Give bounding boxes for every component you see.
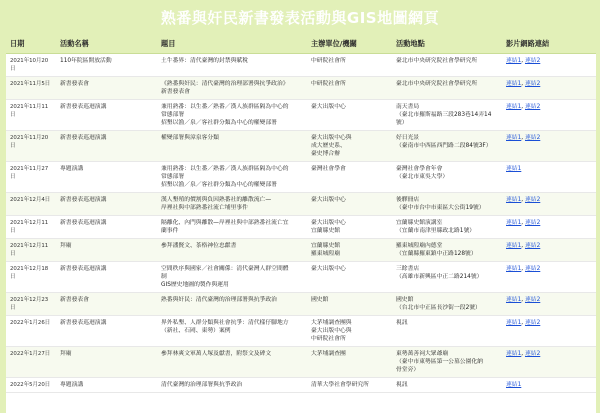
cell-date: 2022年1月27日 [6,346,56,377]
cell-date: 2021年12月4日 [6,192,56,215]
link-separator: , [521,80,525,87]
cell-org [307,130,392,161]
place-line: 宜蘭縣史館演講室 [396,219,443,226]
cell-name: 新書發表巡迴演講 [56,315,157,346]
video-link-1[interactable]: 連結1 [506,196,522,203]
cell-topic [157,377,307,392]
place-line: 骨堂旁） [396,366,420,373]
cell-links [502,53,596,76]
cell-topic [157,192,307,215]
cell-date: 2021年12月11日 [6,238,56,261]
cell-place [392,130,502,161]
org-line: 羅東城隍廟 [311,250,340,257]
link-separator: , [521,103,525,110]
org-line: 宜蘭縣史館 [311,242,340,249]
video-link-1[interactable]: 連結1 [506,242,522,249]
cell-org [307,76,392,99]
link-separator: , [521,242,525,249]
cell-place [392,346,502,377]
cell-name: 新書發表巡迴演講 [56,192,157,215]
topic-line: 參拜潘賢文、茶格神位忠獻書 [161,242,237,249]
cell-links [502,315,596,346]
topic-line: 兼用熟番：以生番／熟番／漢人族群區隔為中心的 [161,103,289,110]
link-separator: , [521,219,525,226]
cell-topic [157,261,307,292]
video-link-2[interactable]: 連結2 [524,350,541,357]
place-line: 臺北市中央研究院社會學研究所 [396,80,478,87]
place-line: （臺北市東吳大學） [396,173,449,180]
cell-place [392,99,502,130]
video-link-1[interactable]: 連結1 [506,57,522,64]
cell-org [307,53,392,76]
org-line: 臺大出版中心 [311,196,346,203]
cell-topic [157,161,307,192]
place-line: 南天書局 [396,103,420,110]
topic-line: 參拜林爽文軍萬人塚及獻書，附祭文及碑文 [161,350,272,357]
org-line: 臺大出版中心 [311,219,346,226]
cell-name: 新書發表會 [56,76,157,99]
cell-name: 專題演講 [56,161,157,192]
table-row [6,99,596,130]
cell-topic [157,238,307,261]
cell-topic [157,76,307,99]
cell-name: 新書發表會 [56,292,157,315]
topic-line: 界外私墾、人群分類與社會抗爭：清代樣仔腳地方 [161,319,289,326]
cell-topic [157,130,307,161]
topic-line: 招墾以漁／泉／客社群分類為中心的權變部署 [161,181,277,188]
cell-links [502,215,596,238]
header-topic: 題目 [157,36,307,53]
cell-name: 新書發表巡迴演講 [56,215,157,238]
table-row [6,261,596,292]
place-line: 國史館 [396,296,414,303]
video-link-2[interactable]: 連結2 [524,134,541,141]
cell-topic [157,53,307,76]
table-header-row [6,36,596,53]
org-line: 中研院社會所 [311,335,346,342]
topic-line: 常態部署 [161,173,185,180]
video-link-1[interactable]: 連結1 [506,219,522,226]
cell-date: 2021年11月20日 [6,130,56,161]
link-separator: , [521,196,525,203]
video-link-2[interactable]: 連結2 [524,319,541,326]
cell-place [392,261,502,292]
place-line: 東勢萬善祠大眾爺廟 [396,350,449,357]
table-row [6,215,596,238]
cell-org [307,292,392,315]
place-line: 三餘書店 [396,265,420,272]
org-line: 臺大出版中心與 [311,327,352,334]
place-line: 好日光景 [396,134,420,141]
cell-links [502,238,596,261]
place-line: （臺北市羅斯福路三段283巷14弄14號） [396,111,492,126]
video-link-1[interactable]: 連結1 [506,80,522,87]
place-line: 臺北市中央研究院社會學研究所 [396,57,478,64]
video-link-2[interactable]: 連結2 [524,296,541,303]
link-separator: , [521,265,525,272]
video-link-2[interactable]: 連結2 [524,80,541,87]
table-row [6,53,596,76]
cell-org [307,346,392,377]
place-line: 視訊 [396,319,408,326]
video-link-1[interactable]: 連結1 [506,350,522,357]
header-name: 活動名稱 [56,36,157,53]
cell-links [502,99,596,130]
table-row [6,346,596,377]
cell-place [392,161,502,192]
place-line: 羅東城隍廟內德堂 [396,242,443,249]
video-link-2[interactable]: 連結2 [524,265,541,272]
cell-date: 2021年10月20日 [6,53,56,76]
topic-line: 兼用熟番：以生番／熟番／漢人族群區隔為中心的 [161,165,289,172]
video-link-1[interactable]: 連結1 [506,296,522,303]
cell-date: 2021年12月23日 [6,292,56,315]
cell-date: 2022年1月26日 [6,315,56,346]
place-line: （宜蘭市南津里縣政北路1號） [396,227,476,234]
cell-topic [157,315,307,346]
place-line: （臺中市東勢區第一公墓公園化納 [396,358,483,365]
place-line: 視訊 [396,381,408,388]
topic-line: 漢人墾殖的價割與負因熟番社的離散流亡— [161,196,272,203]
table-row [6,161,596,192]
cell-place [392,53,502,76]
video-link-2[interactable]: 連結2 [524,196,541,203]
video-link-1[interactable]: 連結1 [506,319,522,326]
cell-date: 2021年11月27日 [6,161,56,192]
cell-place [392,377,502,392]
video-link-2[interactable]: 連結2 [524,219,541,226]
org-line: 中研院社會所 [311,57,346,64]
cell-date: 2022年5月20日 [6,377,56,392]
cell-links [502,161,596,192]
header-place: 活動地點 [392,36,502,53]
table-row [6,377,596,392]
topic-line: 岸裡社與中部熟番社流亡埔里事件 [161,204,248,211]
video-link-2[interactable]: 連結2 [524,242,541,249]
header-links: 影片網路連結 [502,36,596,53]
cell-name: 拜廟 [56,238,157,261]
org-line: 臺大出版中心 [311,265,346,272]
cell-topic [157,99,307,130]
cell-name: 新書發表巡迴演講 [56,261,157,292]
header-date: 日期 [6,36,56,53]
org-line: 臺史博合辦 [311,150,340,157]
cell-topic [157,346,307,377]
table-row [6,238,596,261]
place-line: （臺中市台中市東區大公街19號） [396,204,485,211]
topic-line: 權變部署與漳泉客分類 [161,134,219,141]
cell-date: 2021年11月11日 [6,99,56,130]
cell-place [392,76,502,99]
video-link-2[interactable]: 連結2 [524,103,541,110]
events-table [6,36,596,393]
cell-links [502,346,596,377]
topic-line: 清代臺灣的治理部署與抗爭政治 [161,381,243,388]
topic-line: 招墾以漁／泉／客社群分類為中心的權變部署 [161,119,277,126]
cell-date: 2021年12月11日 [6,215,56,238]
table-row [6,76,596,99]
cell-place [392,238,502,261]
org-line: 臺灣社會學會 [311,165,346,172]
cell-org [307,99,392,130]
video-link-1[interactable]: 連結1 [506,165,522,172]
page-title-bar [0,0,600,34]
cell-org [307,215,392,238]
cell-place [392,292,502,315]
place-line: （台北市中正區長沙街一段2號） [396,304,481,311]
cell-name: 110年院區開放活動 [56,53,157,76]
video-link-1[interactable]: 連結1 [506,134,522,141]
place-line: 後驛冊店 [396,196,420,203]
cell-links [502,261,596,292]
video-link-2[interactable]: 連結2 [524,57,541,64]
page-title: 熟番與奸民新書發表活動與GIS地圖網頁 [160,8,440,27]
cell-date: 2021年11月5日 [6,76,56,99]
cell-links [502,130,596,161]
topic-line: 制 [161,273,167,280]
topic-line: 隔離化、內門與離散—岸裡社與中部熟番社流亡宜 [161,219,289,226]
table-row [6,130,596,161]
table-body [6,53,596,392]
link-separator: , [521,134,525,141]
events-table-container[interactable] [6,36,596,413]
topic-line: 《熟番與奸民：清代臺灣的治理部署與抗爭政治》 [161,80,289,87]
cell-links [502,192,596,215]
cell-org [307,161,392,192]
cell-org [307,238,392,261]
org-line: 中研院社會所 [311,80,346,87]
cell-place [392,192,502,215]
link-separator: , [521,57,525,64]
cell-topic [157,215,307,238]
place-line: （宜蘭縣羅東鎮中正路128號） [396,250,477,257]
cell-org [307,315,392,346]
place-line: （高雄市新興區中正二路214號） [396,273,483,280]
cell-place [392,215,502,238]
cell-topic [157,292,307,315]
table-row [6,315,596,346]
place-line: （臺南市中西區西門路二段84號3F） [396,142,492,149]
topic-line: 熟番與奸民：清代臺灣的治理部署與抗爭政治 [161,296,277,303]
table-row [6,192,596,215]
topic-line: 空間秩序與國家／社會關係：清代臺灣人群空間體 [161,265,289,272]
cell-links [502,76,596,99]
org-line: 大茅埔調查團 [311,350,346,357]
cell-name: 新書發表巡迴演講 [56,130,157,161]
cell-name: 拜廟 [56,346,157,377]
video-link-1[interactable]: 連結1 [506,265,522,272]
org-line: 臺大出版中心與 [311,134,352,141]
cell-links [502,377,596,392]
place-line: 臺灣社會學會年會 [396,165,443,172]
org-line: 成大歷史系、 [311,142,346,149]
org-line: 大茅埔調查團與 [311,319,352,326]
table-row [6,292,596,315]
org-line: 臺大出版中心 [311,103,346,110]
cell-links [502,292,596,315]
link-separator: , [521,296,525,303]
org-line: 宜蘭縣史館 [311,227,340,234]
cell-name: 新書發表巡迴演講 [56,99,157,130]
cell-org [307,192,392,215]
header-org: 主辦單位/機關 [307,36,392,53]
org-line: 清華大學社會學研究所 [311,381,369,388]
topic-line: 蘭事件 [161,227,179,234]
video-link-1[interactable]: 連結1 [506,103,522,110]
topic-line: 新書發表會 [161,88,190,95]
cell-name: 專題演講 [56,377,157,392]
topic-line: （新社、石岡、東勢）案例 [161,327,231,334]
cell-place [392,315,502,346]
org-line: 國史館 [311,296,329,303]
cell-org [307,377,392,392]
topic-line: 常態部署 [161,111,185,118]
video-link-1[interactable]: 連結1 [506,381,522,388]
topic-line: 土牛番界：清代臺灣的封禁與賦稅 [161,57,248,64]
topic-line: GIS歷史地圖的製作與運用 [161,281,229,288]
cell-org [307,261,392,292]
link-separator: , [521,350,525,357]
cell-date: 2021年12月18日 [6,261,56,292]
link-separator: , [521,319,525,326]
